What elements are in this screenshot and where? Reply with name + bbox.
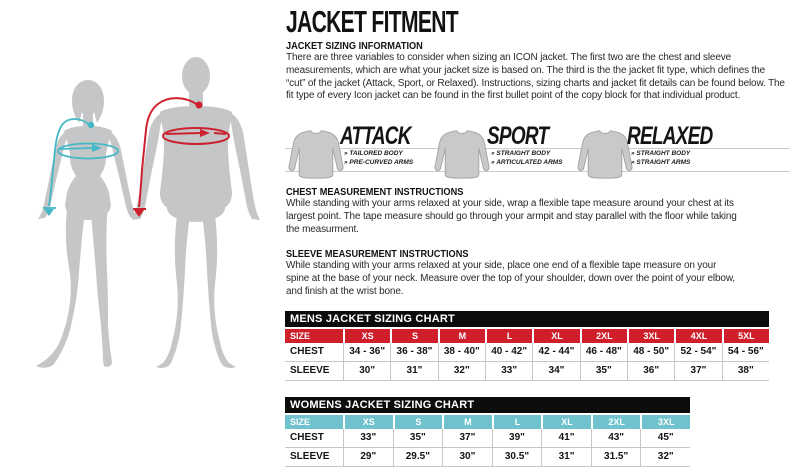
womens-chest-row <box>285 429 690 448</box>
table-cell: 32" <box>438 362 485 380</box>
mens-sizing-table <box>285 311 769 381</box>
table-cell: 41" <box>541 429 591 447</box>
table-cell: 37" <box>442 429 492 447</box>
table-cell: 38" <box>722 362 769 380</box>
chest-instructions-heading: CHEST MEASUREMENT INSTRUCTIONS <box>286 187 464 198</box>
jacket-icon <box>434 124 490 182</box>
header-cell: 2XL <box>591 415 641 429</box>
header-cell: 3XL <box>627 329 674 343</box>
fit-bullet: » STRAIGHT BODY <box>491 150 563 159</box>
table-cell: 48 - 50" <box>627 343 674 361</box>
womens-table-header <box>285 415 690 429</box>
table-cell: 30.5" <box>492 448 542 466</box>
table-cell: 43" <box>591 429 641 447</box>
fit-name-sport: SPORT <box>487 122 549 150</box>
page-title: JACKET FITMENT <box>286 4 458 39</box>
table-cell: 52 - 54" <box>674 343 721 361</box>
fit-bullets-attack <box>344 150 413 167</box>
fit-bullet: » STRAIGHT BODY <box>631 150 690 159</box>
header-cell: M <box>442 415 492 429</box>
fit-bullets-relaxed <box>631 150 690 167</box>
table-cell: 29.5" <box>393 448 443 466</box>
fit-row-bottom-rule <box>285 171 790 172</box>
table-cell: 54 - 56" <box>722 343 769 361</box>
header-cell: L <box>492 415 542 429</box>
table-cell: 36" <box>627 362 674 380</box>
fit-bullet: » TAILORED BODY <box>344 150 413 159</box>
male-neck-dot <box>196 102 203 109</box>
fit-bullets-sport <box>491 150 563 167</box>
table-cell: 39" <box>492 429 542 447</box>
row-label: SLEEVE <box>290 365 330 376</box>
table-cell: 31" <box>541 448 591 466</box>
header-cell: 2XL <box>580 329 627 343</box>
header-cell: SIZE <box>285 415 343 429</box>
table-cell: 31" <box>390 362 437 380</box>
table-cell: 34" <box>532 362 579 380</box>
mens-table-title: MENS JACKET SIZING CHART <box>285 311 769 327</box>
measurement-figures-illustration <box>0 0 285 400</box>
header-cell: 3XL <box>640 415 690 429</box>
table-cell: 29" <box>343 448 393 466</box>
fit-bullet: » ARTICULATED ARMS <box>491 159 563 168</box>
jacket-icon <box>577 124 633 182</box>
table-cell: 40 - 42" <box>485 343 532 361</box>
sizing-info-heading: JACKET SIZING INFORMATION <box>286 41 423 52</box>
row-label: CHEST <box>290 432 324 443</box>
sleeve-instructions-body: While standing with your arms relaxed at your side, place one end of a flexible tape measure on your spine at the base of your neck. Measure over the top of your shoulder, down over the point of your elbow, and finish at the wrist bone. <box>286 260 735 297</box>
table-cell: 33" <box>485 362 532 380</box>
header-cell: 5XL <box>722 329 769 343</box>
fit-name-attack: ATTACK <box>340 122 411 150</box>
table-cell: 35" <box>580 362 627 380</box>
jacket-icon <box>288 124 344 182</box>
silhouettes <box>36 57 260 368</box>
row-label: SLEEVE <box>290 451 330 462</box>
table-cell: 32" <box>640 448 690 466</box>
table-cell: 45" <box>640 429 690 447</box>
chest-instructions-body: While standing with your arms relaxed at your side, wrap a flexible tape measure around your chest at its largest point. The tape measure should go through your armpit and stay parallel with the floor while taking the measurment. <box>286 198 737 235</box>
womens-sizing-table <box>285 397 690 467</box>
header-cell: M <box>438 329 485 343</box>
womens-table-title: WOMENS JACKET SIZING CHART <box>285 397 690 413</box>
table-cell: 33" <box>343 429 393 447</box>
header-cell: XL <box>541 415 591 429</box>
header-cell: L <box>485 329 532 343</box>
mens-sleeve-row <box>285 362 769 381</box>
mens-table-header <box>285 329 769 343</box>
table-cell: 42 - 44" <box>532 343 579 361</box>
sizing-info-body: There are three variables to consider when sizing an ICON jacket. The first two are the chest and sleeve measurements, which are what your jacket size is based on. The third is the the jacket fit type, which defines the “cut” of the jacket (Attack, Sport, or Relaxed). Instructions, sizing charts and jacket fit details can be found below. The fit type of every Icon jacket can be found in the first bullet point of the copy block for that individual product. <box>286 52 785 102</box>
male-chest-arrow-line <box>166 133 200 134</box>
row-label: CHEST <box>290 346 324 357</box>
header-cell: XS <box>343 415 393 429</box>
table-cell: 35" <box>393 429 443 447</box>
header-cell: 4XL <box>674 329 721 343</box>
table-cell: 36 - 38" <box>390 343 437 361</box>
table-cell: 46 - 48" <box>580 343 627 361</box>
female-neck-dot <box>88 122 94 128</box>
header-cell: S <box>393 415 443 429</box>
female-chest-arrow-line <box>60 148 92 149</box>
fit-types-row <box>285 121 800 185</box>
table-cell: 30" <box>442 448 492 466</box>
table-cell: 38 - 40" <box>438 343 485 361</box>
header-cell: S <box>390 329 437 343</box>
table-cell: 30" <box>343 362 390 380</box>
fit-bullet: » STRAIGHT ARMS <box>631 159 690 168</box>
sleeve-instructions-heading: SLEEVE MEASUREMENT INSTRUCTIONS <box>286 249 469 260</box>
header-cell: XS <box>343 329 390 343</box>
fit-bullet: » PRE-CURVED ARMS <box>344 159 413 168</box>
table-cell: 34 - 36" <box>343 343 390 361</box>
header-cell: SIZE <box>285 329 343 343</box>
header-cell: XL <box>532 329 579 343</box>
mens-chest-row <box>285 343 769 362</box>
fit-name-relaxed: RELAXED <box>627 122 713 150</box>
table-cell: 37" <box>674 362 721 380</box>
womens-sleeve-row <box>285 448 690 467</box>
male-chest-dash <box>214 133 226 134</box>
table-cell: 31.5" <box>591 448 641 466</box>
